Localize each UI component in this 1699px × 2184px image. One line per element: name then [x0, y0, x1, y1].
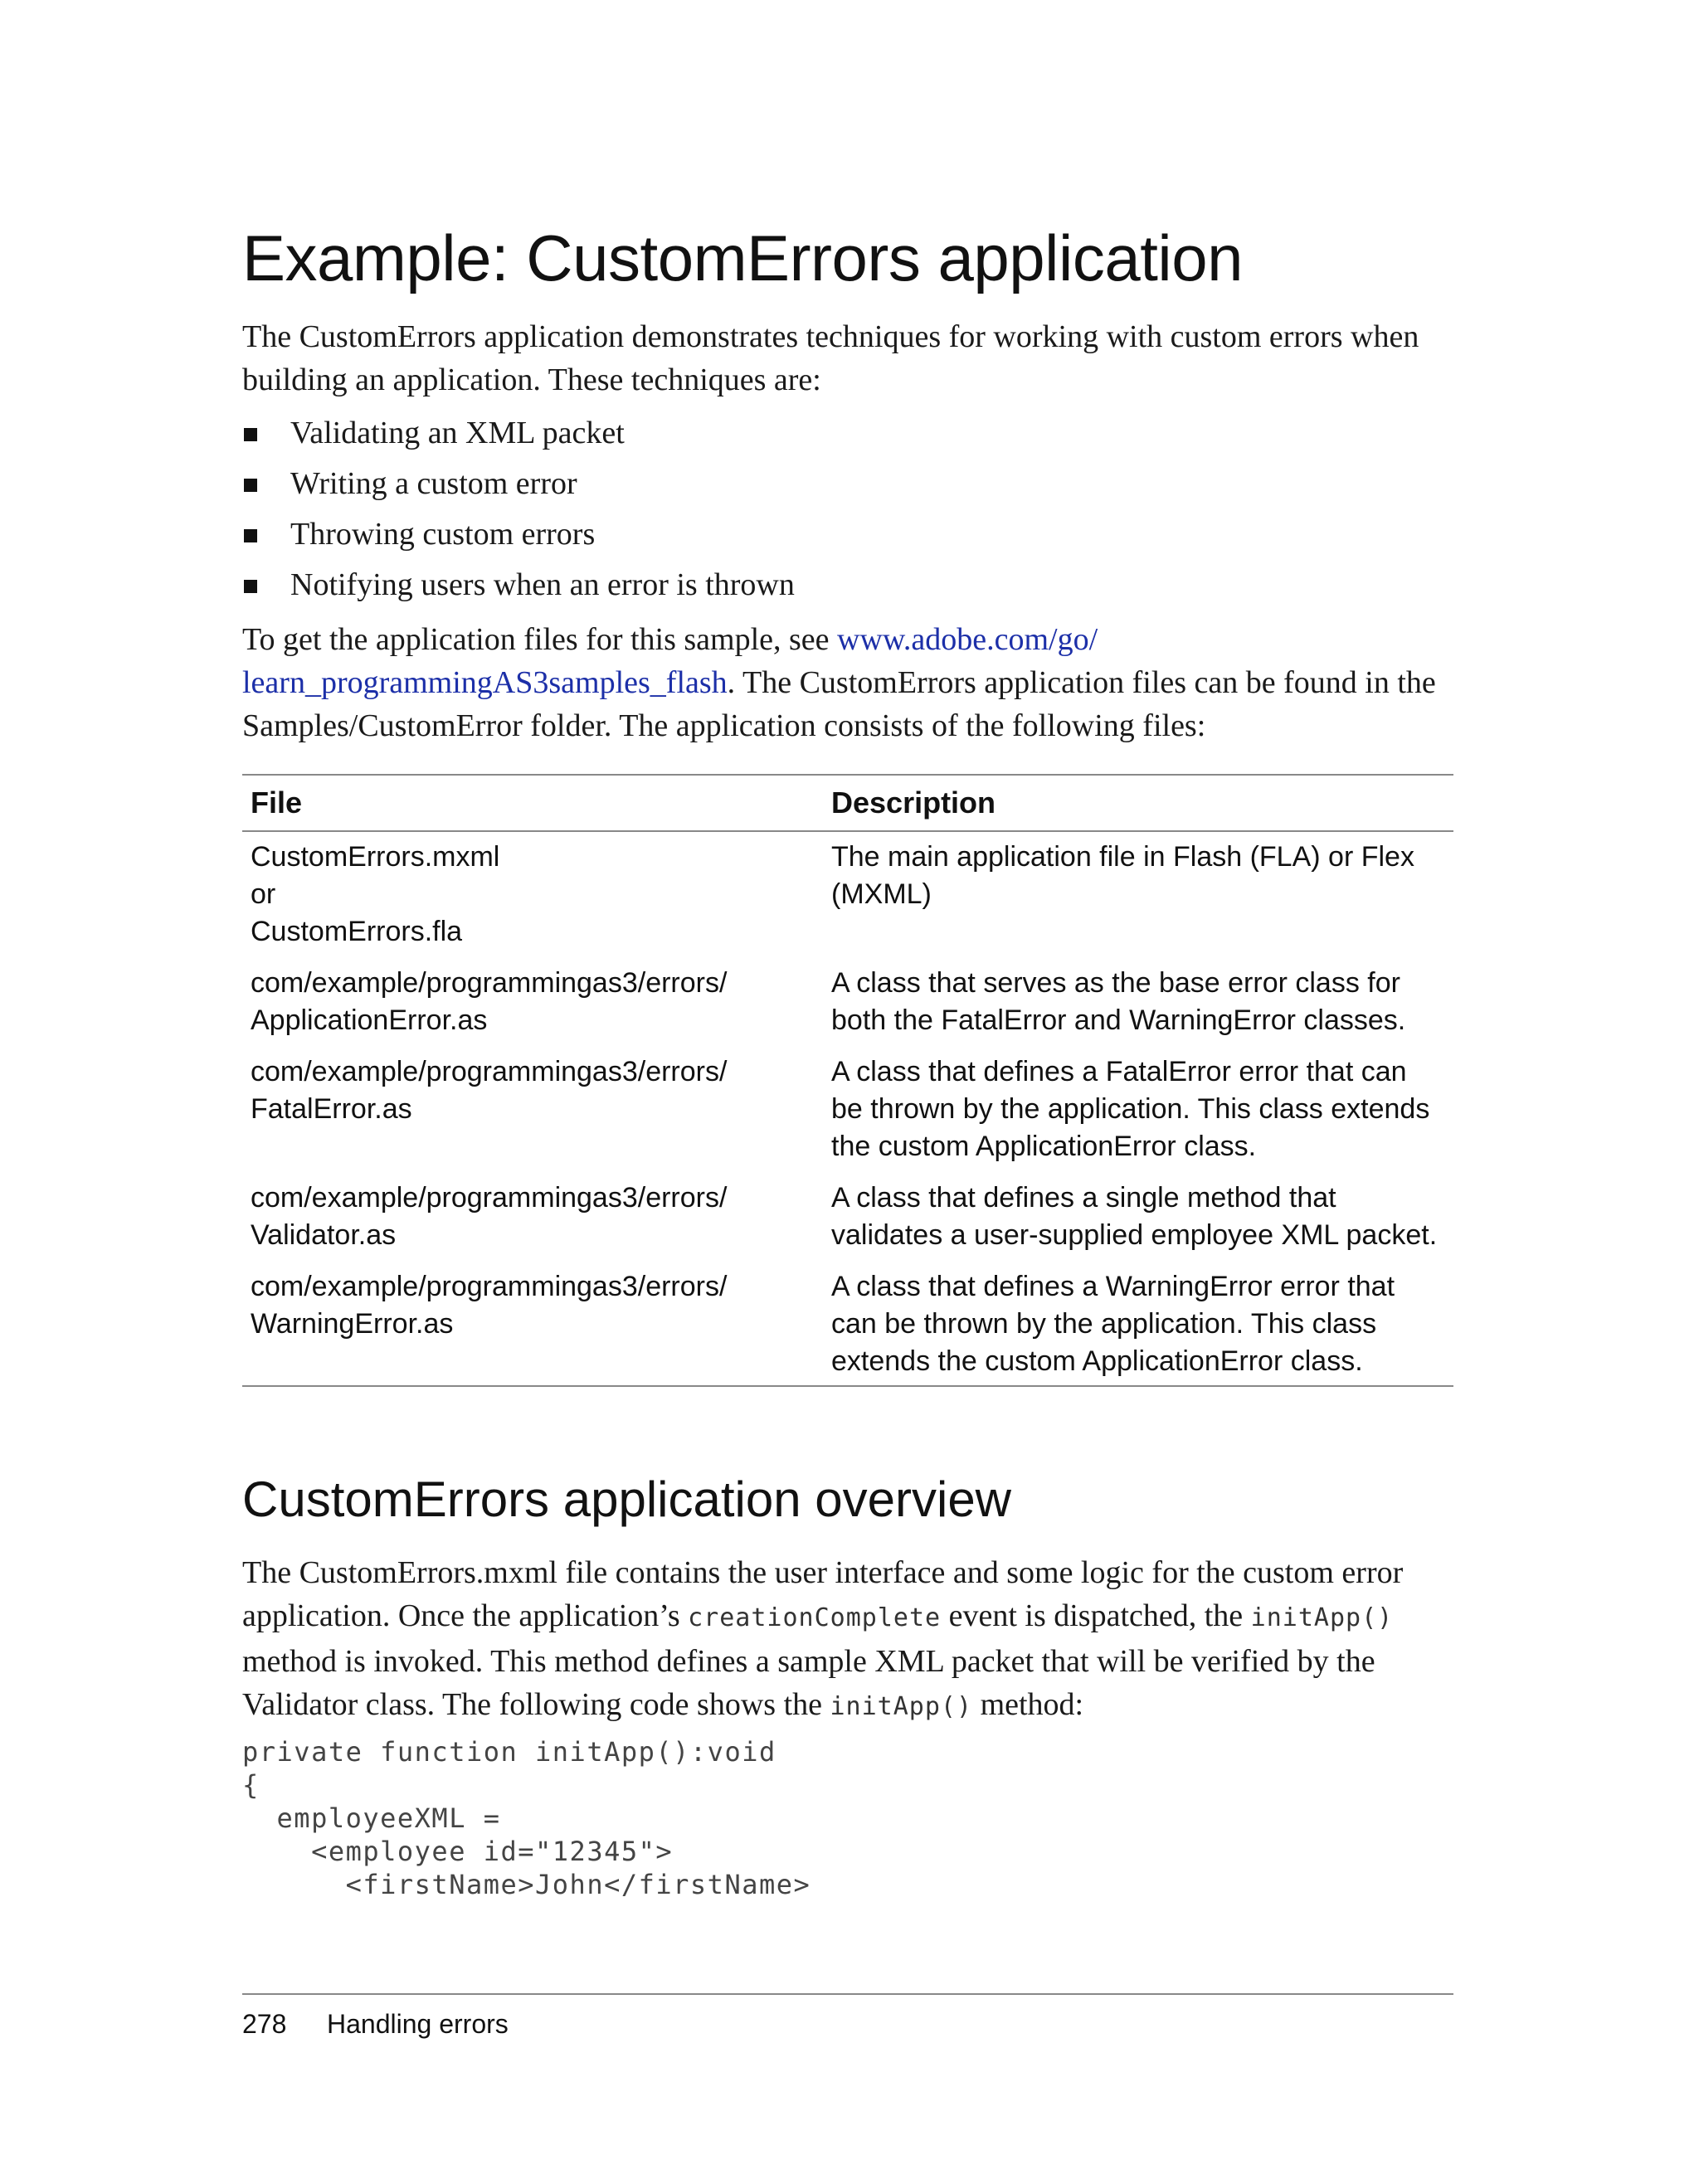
- list-item: [242, 408, 795, 459]
- file-name-line: CustomErrors.mxml: [251, 841, 500, 873]
- code-line: {: [242, 1769, 260, 1801]
- files-paragraph: [242, 618, 1453, 747]
- table-row: [242, 1173, 1453, 1262]
- list-item: [242, 459, 795, 509]
- description-cell: A class that defines a single method that validates a user-supplied employee XML packet.: [831, 1182, 1438, 1251]
- inline-code: initApp(): [1250, 1603, 1394, 1632]
- list-item: [242, 509, 795, 560]
- file-name-line: WarningError.as: [251, 1308, 454, 1340]
- overview-text: method is invoked. This method defines a sample XML packet that will be verified by the Validator class. The following code shows the: [242, 1644, 1375, 1722]
- section-heading: CustomErrors application overview: [242, 1471, 1012, 1527]
- samples-link[interactable]: www.adobe.com/go/ learn_programmingAS3samples_flash: [242, 622, 1098, 700]
- page-footer: [242, 2007, 509, 2041]
- inline-code: initApp(): [830, 1692, 973, 1721]
- file-name-line: com/example/programmingas3/errors/: [251, 967, 728, 999]
- list-item-text: Throwing custom errors: [290, 517, 596, 552]
- file-name-line: com/example/programmingas3/errors/: [251, 1056, 728, 1087]
- description-cell: The main application file in Flash (FLA) or Flex (MXML): [831, 841, 1414, 910]
- file-name-line: ApplicationError.as: [251, 1004, 488, 1036]
- list-item-text: Writing a custom error: [290, 466, 577, 501]
- file-name-line: or: [251, 878, 276, 910]
- file-cell: [242, 831, 823, 958]
- column-header-file: File: [242, 775, 823, 831]
- column-header-description: Description: [823, 775, 1453, 831]
- overview-text: The CustomErrors.mxml file contains the user interface and some logic for the custom error application. Once the application’s: [242, 1555, 1404, 1633]
- file-cell: [242, 1047, 823, 1173]
- intro-paragraph: The CustomErrors application demonstrates techniques for working with custom errors when building an application. These techniques are:: [242, 319, 1419, 397]
- code-line: employeeXML =: [242, 1802, 501, 1834]
- file-name-line: com/example/programmingas3/errors/: [251, 1271, 728, 1302]
- file-name-line: Validator.as: [251, 1219, 397, 1251]
- description-cell: A class that serves as the base error class for both the FatalError and WarningError classes.: [831, 967, 1406, 1036]
- description-cell: A class that defines a WarningError error that can be thrown by the application. This class extends the custom ApplicationError class.: [823, 1262, 1453, 1386]
- page-number: 278: [242, 2009, 287, 2039]
- code-line: private function initApp():void: [242, 1736, 776, 1768]
- overview-text: event is dispatched, the: [941, 1598, 1251, 1633]
- table-row: [242, 958, 1453, 1047]
- table-row: [242, 1047, 1453, 1173]
- file-cell: [242, 1262, 823, 1386]
- bullet-square-icon: [244, 580, 257, 593]
- inline-code: creationComplete: [688, 1603, 942, 1632]
- technique-list: [242, 408, 795, 610]
- overview-paragraph: [242, 1551, 1453, 1729]
- table-header-row: [242, 775, 1453, 831]
- footer-section-title: Handling errors: [327, 2009, 509, 2039]
- file-name-line: CustomErrors.fla: [251, 916, 463, 947]
- bullet-square-icon: [244, 479, 257, 492]
- list-item-text: Validating an XML packet: [290, 416, 625, 450]
- file-name-line: FatalError.as: [251, 1093, 412, 1125]
- files-table: [242, 774, 1453, 1387]
- table-row: [242, 831, 1453, 958]
- bullet-square-icon: [244, 529, 257, 542]
- table-row: [242, 1262, 1453, 1386]
- bullet-square-icon: [244, 428, 257, 441]
- files-paragraph-text-before: To get the application files for this sample, see: [242, 622, 838, 657]
- list-item: [242, 560, 795, 610]
- code-block: [242, 1735, 811, 1901]
- file-name-line: com/example/programmingas3/errors/: [251, 1182, 728, 1214]
- code-line: <firstName>John</firstName>: [242, 1869, 811, 1900]
- file-cell: [242, 1173, 823, 1262]
- overview-text: method:: [972, 1687, 1084, 1722]
- file-cell: [242, 958, 823, 1047]
- files-paragraph-text-after: . The CustomErrors application files can be found in the Samples/CustomError folder. The application consists of the following files:: [242, 665, 1436, 743]
- footer-divider: [242, 1993, 1453, 1995]
- page-title: Example: CustomErrors application: [242, 221, 1243, 294]
- code-line: <employee id="12345">: [242, 1836, 674, 1867]
- list-item-text: Notifying users when an error is thrown: [290, 567, 795, 602]
- description-cell: A class that defines a FatalError error that can be thrown by the application. This class extends the custom ApplicationError class.: [831, 1056, 1430, 1162]
